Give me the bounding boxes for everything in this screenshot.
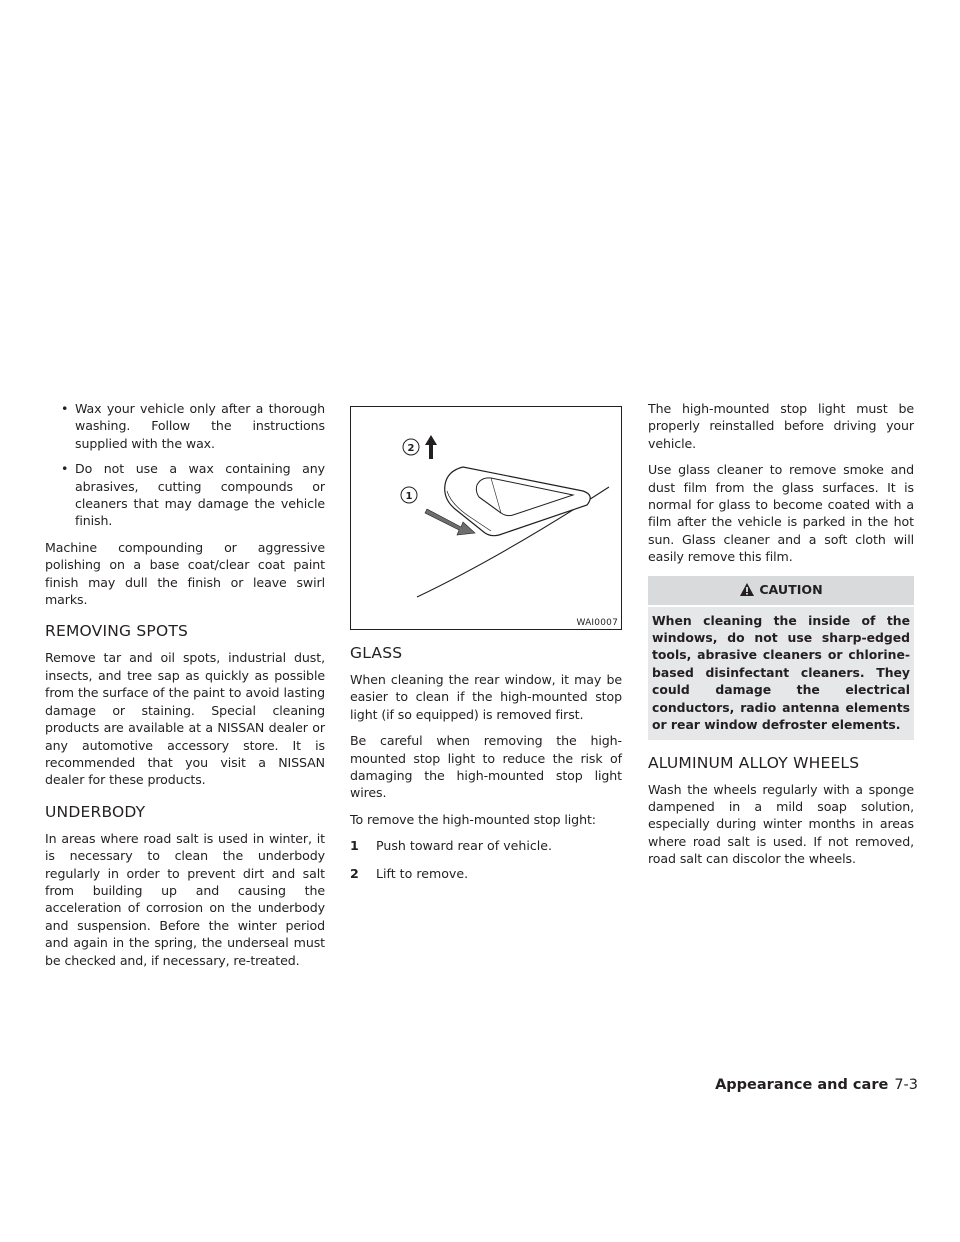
paragraph: Machine compounding or aggressive polishing on a base coat/clear coat paint finish may dull the finish or leave swirl marks. xyxy=(45,539,325,608)
column-right xyxy=(648,400,914,877)
list-item: • Do not use a wax containing any abrasives, cutting compounds or cleaners that may damage the vehicle finish. xyxy=(61,461,325,529)
page-footer xyxy=(715,1077,918,1093)
section-heading-underbody: UNDERBODY xyxy=(45,802,146,821)
paragraph: Remove tar and oil spots, industrial dust, insects, and tree sap as quickly as possible from the surface of the paint to avoid lasting damage or staining. Special cleaning products are available at a NISSAN dealer or any automotive accessory store. It is recommended that you visit a NISSAN dealer for these products. xyxy=(45,650,325,788)
caution-text: When cleaning the inside of the windows, do not use sharp-edged tools, abrasive cleaners or chlorine-based disinfectant cleaners. They could damage the electrical conductors, radio antenna elements or rear window defroster elements. xyxy=(648,605,914,740)
column-left xyxy=(45,400,325,978)
callout-label-2: 2 xyxy=(407,443,415,454)
paragraph: The high-mounted stop light must be properly reinstalled before driving your vehicle. xyxy=(648,401,914,451)
section-heading-aluminum-wheels: ALUMINUM ALLOY WHEELS xyxy=(648,753,860,772)
step-item xyxy=(350,865,622,882)
step-text: Lift to remove. xyxy=(376,865,469,881)
column-middle xyxy=(350,400,622,892)
list-item: • Wax your vehicle only after a thorough washing. Follow the instructions supplied with the wax. xyxy=(61,401,325,451)
step-text: Push toward rear of vehicle. xyxy=(376,838,553,854)
section-heading-glass: GLASS xyxy=(350,644,403,662)
caution-title: CAUTION xyxy=(759,581,823,597)
paragraph: Use glass cleaner to remove smoke and dust film from the glass surfaces. It is normal for glass to become coated with a film after the vehicle is parked in the hot sun. Glass cleaner and a soft cloth will easily remove this film. xyxy=(648,462,914,565)
caution-box xyxy=(648,576,914,740)
step-number: 2 xyxy=(350,865,359,881)
caution-header xyxy=(648,576,914,605)
footer-section-title: Appearance and care xyxy=(715,1077,889,1093)
paragraph: Wash the wheels regularly with a sponge dampened in a mild soap solution, especially during winter months in areas where road salt is used. If not removed, road salt can discolor the wheels. xyxy=(648,781,914,867)
stop-light-removal-illustration xyxy=(350,406,622,630)
wax-bullet-list xyxy=(45,400,325,530)
warning-icon xyxy=(739,582,755,600)
step-number: 1 xyxy=(350,838,359,854)
section-heading-removing-spots: REMOVING SPOTS xyxy=(45,622,189,641)
figure-code: WAI0007 xyxy=(576,618,618,628)
step-item xyxy=(350,837,622,854)
paragraph: To remove the high-mounted stop light: xyxy=(350,811,596,827)
paragraph: Be careful when removing the high-mounted stop light to reduce the risk of damaging the high-mounted stop light wires. xyxy=(350,733,622,801)
page-number: 7-3 xyxy=(894,1077,918,1093)
paragraph: When cleaning the rear window, it may be easier to clean if the high-mounted stop light (if so equipped) is removed first. xyxy=(350,672,622,722)
paragraph: In areas where road salt is used in winter, it is necessary to clean the underbody regularly in order to prevent dirt and salt from building up and causing the acceleration of corrosion on the underbody and suspension. Before the winter period and again in the spring, the underseal must be checked and, if necessary, re-treated. xyxy=(45,830,325,968)
callout-label-1: 1 xyxy=(405,491,413,502)
stop-light-drawing xyxy=(351,407,621,629)
